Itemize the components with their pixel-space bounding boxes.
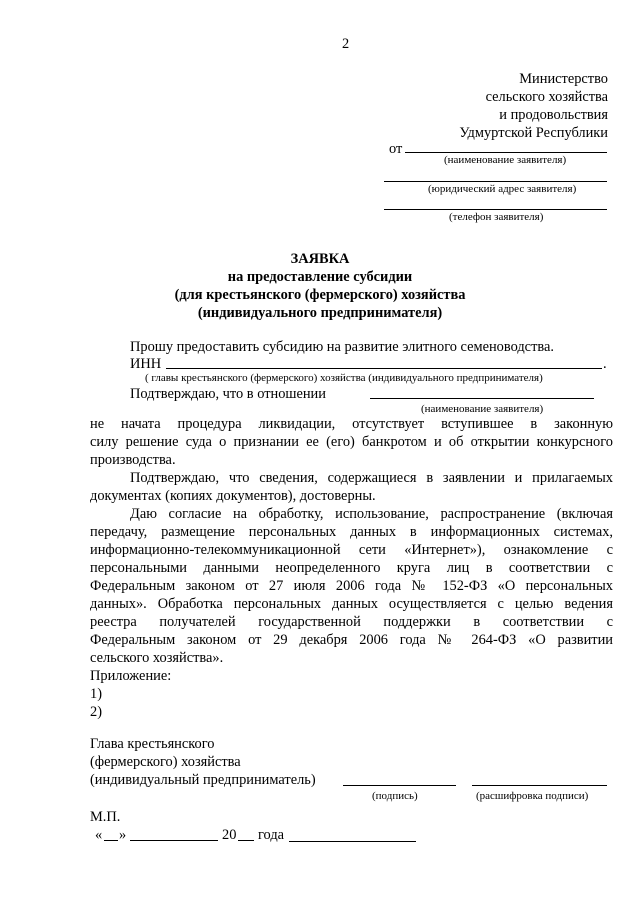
attachment-item: 1): [90, 686, 102, 702]
body-line: персональными данными неопределенного круга лиц в соответствии с: [90, 560, 613, 576]
date-month-line: [130, 840, 218, 841]
decoding-caption: (расшифровка подписи): [476, 790, 589, 802]
from-label: от: [389, 141, 403, 157]
body-line: передачу, размещение персональных данных в информационных системах,: [90, 524, 613, 540]
position-line: (фермерского) хозяйства: [90, 754, 241, 770]
body-line: Федеральным законом от 29 декабря 2006 года № 264-ФЗ «О развитии: [90, 632, 613, 648]
addressee-line: и продовольствия: [499, 107, 608, 123]
body-line: сельского хозяйства».: [90, 650, 224, 666]
position-line: Глава крестьянского: [90, 736, 215, 752]
title-line: (для крестьянского (фермерского) хозяйства: [174, 287, 466, 303]
confirm-label: Подтверждаю, что в отношении: [130, 386, 326, 402]
title-line: на предоставление субсидии: [227, 269, 413, 285]
body-line: реестра получателей государственной поддержки в соответствии с: [90, 614, 613, 630]
date-year-line: [238, 840, 254, 841]
applicant-name-line: [405, 152, 607, 153]
signature-caption: (подпись): [372, 790, 418, 802]
date-quote-close: »: [119, 827, 127, 843]
addressee-line: сельского хозяйства: [485, 89, 608, 105]
body-line: производства.: [90, 452, 176, 468]
year-prefix: 20: [222, 827, 237, 843]
legal-address-line: [384, 181, 607, 182]
date-quote-open: «: [95, 827, 103, 843]
inn-line: [166, 368, 602, 369]
addressee-line: Удмуртской Республики: [459, 125, 608, 141]
body-line: Даю согласие на обработку, использование, распространение (включая: [130, 506, 613, 522]
body-line: силу решение суда о признании ее (его) банкротом и об открытии конкурсного: [90, 434, 613, 450]
attachment-label: Приложение:: [90, 668, 172, 684]
phone-line: [384, 209, 607, 210]
body-line: информационно-телекоммуникационной сети «Интернет»), ознакомление с: [90, 542, 613, 558]
inn-caption: ( главы крестьянского (фермерского) хозяйства (индивидуального предпринимателя): [145, 372, 543, 384]
body-line: данных». Обработка персональных данных осуществляется с целью ведения: [90, 596, 613, 612]
footer-separator: [289, 841, 416, 842]
applicant-name-caption: (наименование заявителя): [444, 154, 567, 166]
body-line: Федеральным законом от 27 июля 2006 года № 152-ФЗ «О персональных: [90, 578, 613, 594]
page-number: 2: [342, 36, 350, 52]
body-line: не начата процедура ликвидации, отсутствует вступившее в законную: [90, 416, 613, 432]
title-line: (индивидуального предпринимателя): [197, 305, 443, 321]
inn-label: ИНН: [130, 356, 162, 372]
decoding-line: [472, 785, 607, 786]
confirm-name-line: [370, 398, 594, 399]
date-day-line: [104, 840, 118, 841]
attachment-item: 2): [90, 704, 102, 720]
body-line: Подтверждаю, что сведения, содержащиеся в заявлении и прилагаемых: [130, 470, 613, 486]
seal-label: М.П.: [90, 809, 121, 825]
position-line: (индивидуальный предприниматель): [90, 772, 316, 788]
body-line: документах (копиях документов), достоверны.: [90, 488, 376, 504]
year-suffix: года: [258, 827, 285, 843]
addressee-line: Министерство: [519, 71, 608, 87]
signature-line: [343, 785, 456, 786]
request-text: Прошу предоставить субсидию на развитие элитного семеноводства.: [130, 339, 554, 355]
legal-address-caption: (юридический адрес заявителя): [428, 183, 577, 195]
phone-caption: (телефон заявителя): [449, 211, 544, 223]
inn-period: .: [603, 356, 607, 372]
title-line: ЗАЯВКА: [290, 251, 350, 267]
confirm-caption: (наименование заявителя): [421, 403, 544, 415]
